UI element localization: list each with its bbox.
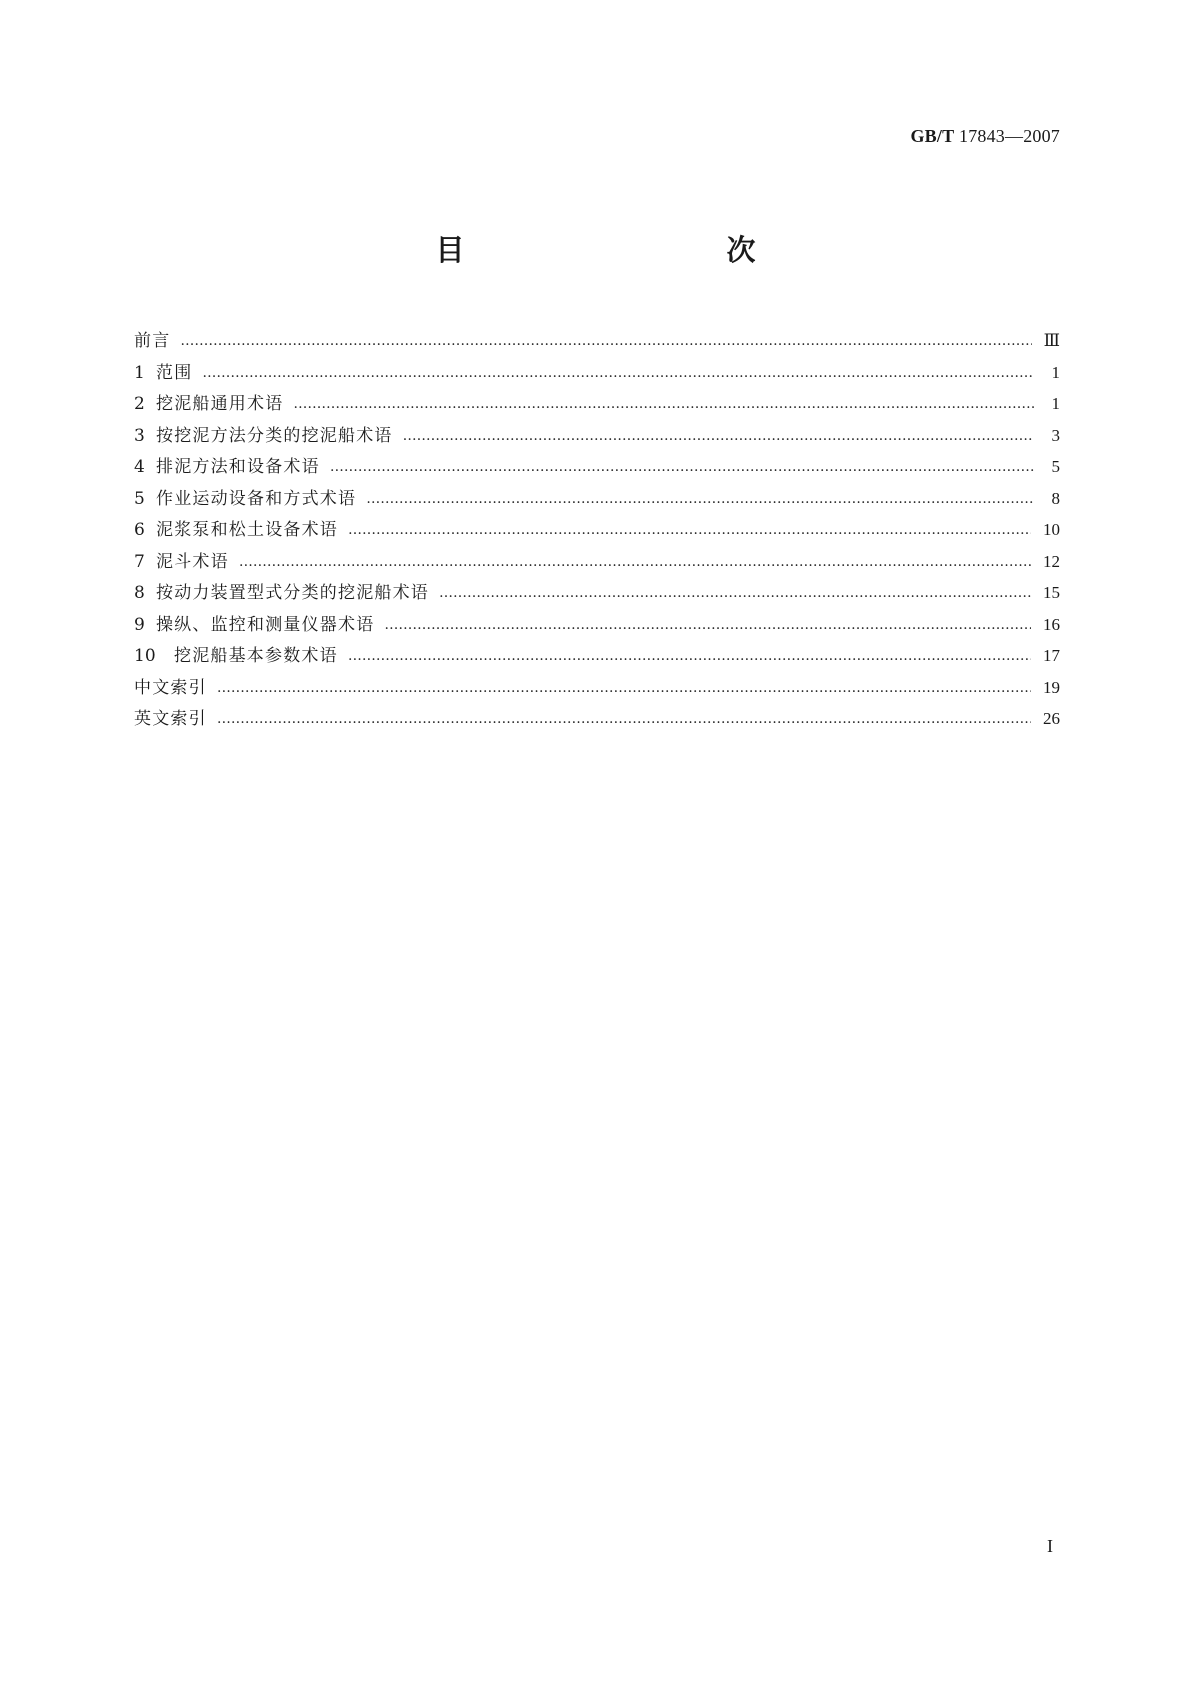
toc-entry-number: 9 bbox=[134, 614, 145, 635]
toc-entry-page: 12 bbox=[1043, 551, 1060, 571]
toc-dot-leader bbox=[439, 585, 1031, 601]
toc-entry[interactable] bbox=[134, 641, 1060, 673]
toc-entry-label: 操纵、监控和测量仪器术语 bbox=[156, 614, 375, 635]
toc-entry[interactable] bbox=[134, 610, 1060, 642]
standard-number bbox=[910, 126, 1060, 147]
toc-entry-label: 挖泥船通用术语 bbox=[156, 394, 284, 414]
toc-entry[interactable] bbox=[134, 578, 1060, 610]
page-title: 目 次 bbox=[435, 233, 824, 267]
toc-dot-leader bbox=[180, 333, 1031, 349]
standard-code: 17843—2007 bbox=[959, 126, 1060, 146]
toc-entry-number: 2 bbox=[134, 394, 145, 414]
page-number: I bbox=[1047, 1536, 1053, 1556]
standard-prefix: GB/T bbox=[910, 126, 955, 146]
toc-entry-page: 26 bbox=[1043, 709, 1060, 728]
toc-entry-label: 中文索引 bbox=[134, 677, 207, 698]
toc-entry-page: 1 bbox=[1051, 394, 1060, 413]
toc-entry-label: 泥浆泵和松土设备术语 bbox=[156, 520, 338, 540]
toc-dot-leader bbox=[348, 522, 1031, 538]
toc-entry[interactable] bbox=[134, 484, 1060, 516]
toc-entry-page: 17 bbox=[1043, 646, 1060, 665]
toc-entry-page: 8 bbox=[1051, 488, 1060, 508]
toc-entry[interactable] bbox=[134, 515, 1060, 547]
toc-dot-leader bbox=[384, 617, 1031, 633]
toc-entry-label: 作业运动设备和方式术语 bbox=[156, 488, 357, 509]
toc-entry[interactable] bbox=[134, 389, 1060, 421]
toc-entry-page: Ⅲ bbox=[1043, 331, 1060, 350]
toc-dot-leader bbox=[330, 459, 1034, 475]
toc-dot-leader bbox=[217, 680, 1031, 696]
toc-dot-leader bbox=[202, 365, 1034, 381]
toc-entry[interactable] bbox=[134, 547, 1060, 579]
toc-entry[interactable] bbox=[134, 358, 1060, 390]
toc-dot-leader bbox=[403, 428, 1034, 444]
toc-entry-label: 英文索引 bbox=[134, 709, 207, 729]
toc-entry-number: 6 bbox=[134, 520, 145, 540]
toc-dot-leader bbox=[348, 648, 1031, 664]
toc-entry-number: 7 bbox=[134, 551, 145, 572]
toc-entry-number: 1 bbox=[134, 362, 145, 383]
toc-entry-label: 范围 bbox=[156, 362, 193, 383]
toc-entry-label: 前言 bbox=[134, 331, 171, 351]
toc-entry[interactable] bbox=[134, 326, 1060, 358]
toc-entry-label: 泥斗术语 bbox=[156, 551, 229, 572]
toc-entry[interactable] bbox=[134, 704, 1060, 736]
toc-entry-number: 3 bbox=[134, 425, 145, 446]
toc-dot-leader bbox=[217, 711, 1031, 727]
toc-entry[interactable] bbox=[134, 421, 1060, 453]
toc-entry-page: 5 bbox=[1051, 457, 1060, 476]
toc-entry-label: 按挖泥方法分类的挖泥船术语 bbox=[156, 425, 393, 446]
table-of-contents bbox=[134, 326, 1060, 736]
toc-entry-number: 5 bbox=[134, 488, 145, 509]
toc-entry-page: 15 bbox=[1043, 583, 1060, 602]
toc-dot-leader bbox=[366, 491, 1034, 507]
toc-entry[interactable] bbox=[134, 452, 1060, 484]
toc-entry-number: 8 bbox=[134, 583, 145, 603]
toc-entry-label: 排泥方法和设备术语 bbox=[156, 457, 320, 477]
toc-entry-page: 1 bbox=[1051, 362, 1060, 382]
toc-entry[interactable] bbox=[134, 673, 1060, 705]
toc-entry-page: 3 bbox=[1051, 425, 1060, 445]
toc-entry-page: 10 bbox=[1043, 520, 1060, 539]
toc-entry-number: 4 bbox=[134, 457, 145, 477]
toc-dot-leader bbox=[293, 396, 1034, 412]
toc-entry-label: 挖泥船基本参数术语 bbox=[174, 646, 338, 666]
toc-entry-page: 16 bbox=[1043, 614, 1060, 634]
toc-entry-label: 按动力装置型式分类的挖泥船术语 bbox=[156, 583, 429, 603]
toc-entry-page: 19 bbox=[1043, 677, 1060, 697]
toc-entry-number: 10 bbox=[134, 646, 156, 666]
toc-dot-leader bbox=[239, 554, 1031, 570]
